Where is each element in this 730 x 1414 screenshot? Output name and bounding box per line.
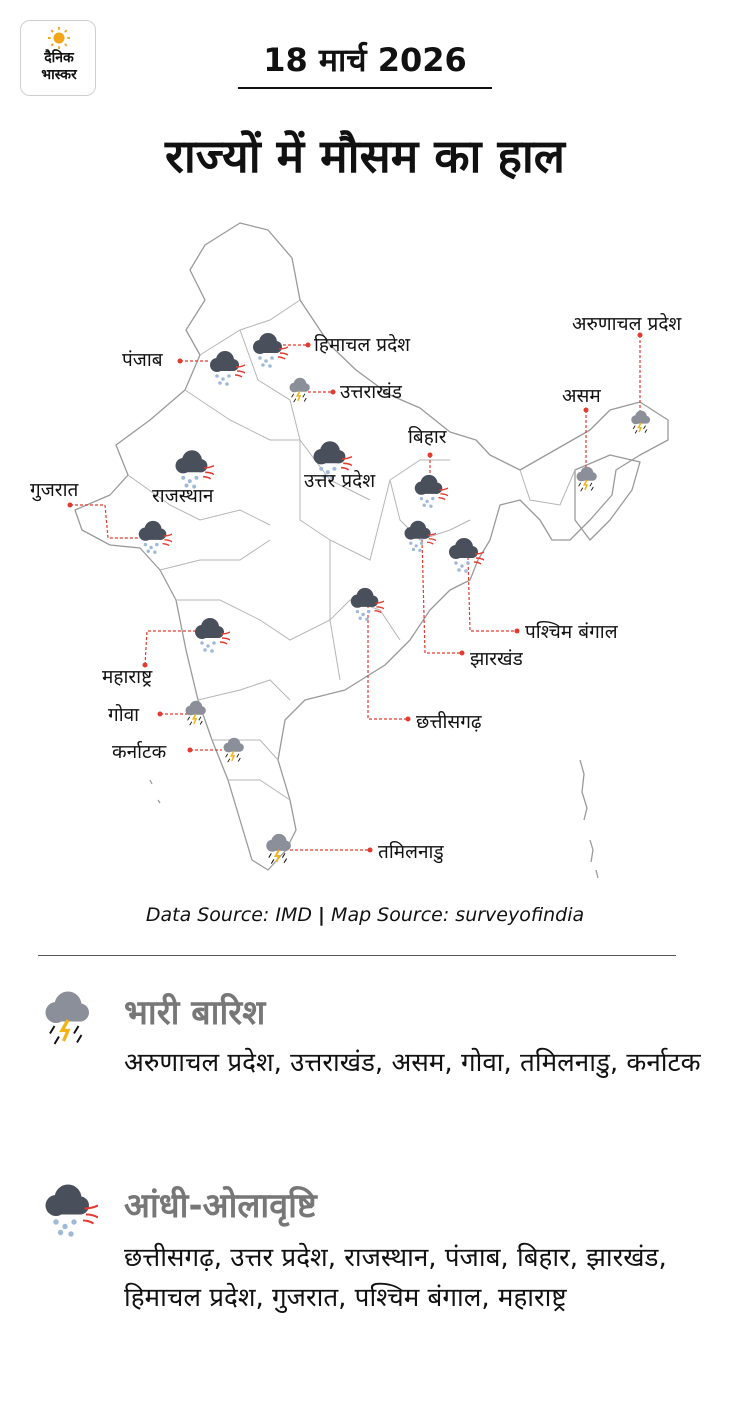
date-heading: 18 मार्च 2026 [263,41,467,79]
map-label-chhattisgarh: छत्तीसगढ़ [416,711,482,733]
andaman-islands [580,760,598,878]
data-source: Data Source: IMD [145,904,312,926]
date-underline [238,87,492,89]
map-label-rajasthan: राजस्थान [152,485,214,507]
map-label-gujarat: गुजरात [30,479,79,501]
map-label-uttarakhand: उत्तराखंड [340,381,402,403]
storm-hail-states: छत्तीसगढ़, उत्तर प्रदेश, राजस्थान, पंजाब, बिहार, झारखंड, हिमाचल प्रदेश, गुजरात, पश्चिम बंगाल, महाराष्ट्र [124,1243,667,1313]
lakshadweep-islands [150,780,160,803]
map-label-up: उत्तर प्रदेश [304,470,376,492]
map-label-tamilnadu: तमिलनाडु [378,841,444,863]
source-line [0,904,730,926]
storm-hail-heading: आंधी-ओलावृष्टि [124,1186,317,1226]
heavy-rain-states: अरुणाचल प्रदेश, उत्तराखंड, असम, गोवा, तमिलनाडु, कर्नाटक [124,1048,701,1078]
heavy-rain-thunder-icon [38,990,98,1050]
sun-logo-icon [48,27,70,49]
map-label-arunachal: अरुणाचल प्रदेश [572,313,682,335]
section-divider [38,955,676,956]
map-label-assam: असम [562,385,601,407]
map-label-bihar: बिहार [408,426,447,448]
map-label-karnataka: कर्नाटक [112,741,167,763]
dainik-bhaskar-logo [20,20,96,96]
logo-line-1: दैनिक [44,50,74,66]
map-source: Map Source: surveyofindia [331,904,585,926]
map-label-jharkhand: झारखंड [470,648,523,670]
storm-hail-icon [38,1180,98,1240]
map-label-bengal: पश्चिम बंगाल [525,621,618,643]
source-separator: | [318,904,325,926]
heavy-rain-heading: भारी बारिश [124,993,266,1033]
map-label-himachal: हिमाचल प्रदेश [314,334,411,356]
map-label-goa: गोवा [108,704,140,726]
page-title: राज्यों में मौसम का हाल [165,129,565,183]
logo-line-2: भास्कर [41,67,77,83]
map-label-punjab: पंजाब [122,349,163,371]
map-label-maharashtra: महाराष्ट्र [102,666,153,688]
